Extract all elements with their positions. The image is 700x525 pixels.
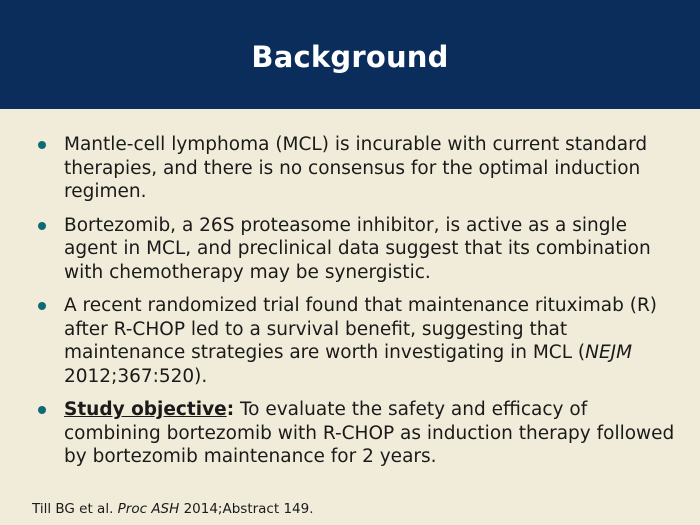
study-objective-text: To evaluate the safety and efficacy of combining bortezomib with R-CHOP as induction therapy followed by bortezomib maintenance for 2 years. (64, 399, 675, 467)
bullet-text: Mantle-cell lymphoma (MCL) is incurable with current standard therapies, and there is no consensus for the optimal induction regimen. (64, 134, 648, 202)
slide-title: Background (251, 39, 449, 74)
bullet-dot-icon (38, 141, 46, 149)
bullet-text-before: A recent randomized trial found that maintenance rituximab (R) after R-CHOP led to a survival benefit, suggesting that maintenance strategies are worth investigating in MCL ( (64, 295, 658, 363)
bullet-item-bortezomib (38, 214, 678, 285)
study-objective-colon: : (226, 399, 235, 420)
bullet-item-mcl-incurable (38, 133, 678, 204)
citation-details: 2014;Abstract 149. (183, 501, 314, 517)
bullet-item-maintenance-trial (38, 294, 678, 388)
bullet-text-after: 2012;367:520). (64, 365, 208, 387)
bullet-dot-icon (38, 302, 46, 310)
header-bar (0, 0, 700, 109)
journal-name: NEJM (585, 342, 633, 363)
citation-authors: Till BG et al. (32, 501, 114, 517)
bullet-dot-icon (38, 406, 46, 414)
citation-footer (32, 501, 314, 517)
bullet-item-study-objective (38, 398, 678, 469)
bullet-dot-icon (38, 222, 46, 230)
bullet-list (38, 133, 678, 479)
bullet-text: Bortezomib, a 26S proteasome inhibitor, is active as a single agent in MCL, and preclinical data suggest that its combination with chemotherapy may be synergistic. (64, 214, 651, 283)
study-objective-label: Study objective (64, 399, 227, 420)
citation-journal: Proc ASH (117, 501, 180, 517)
